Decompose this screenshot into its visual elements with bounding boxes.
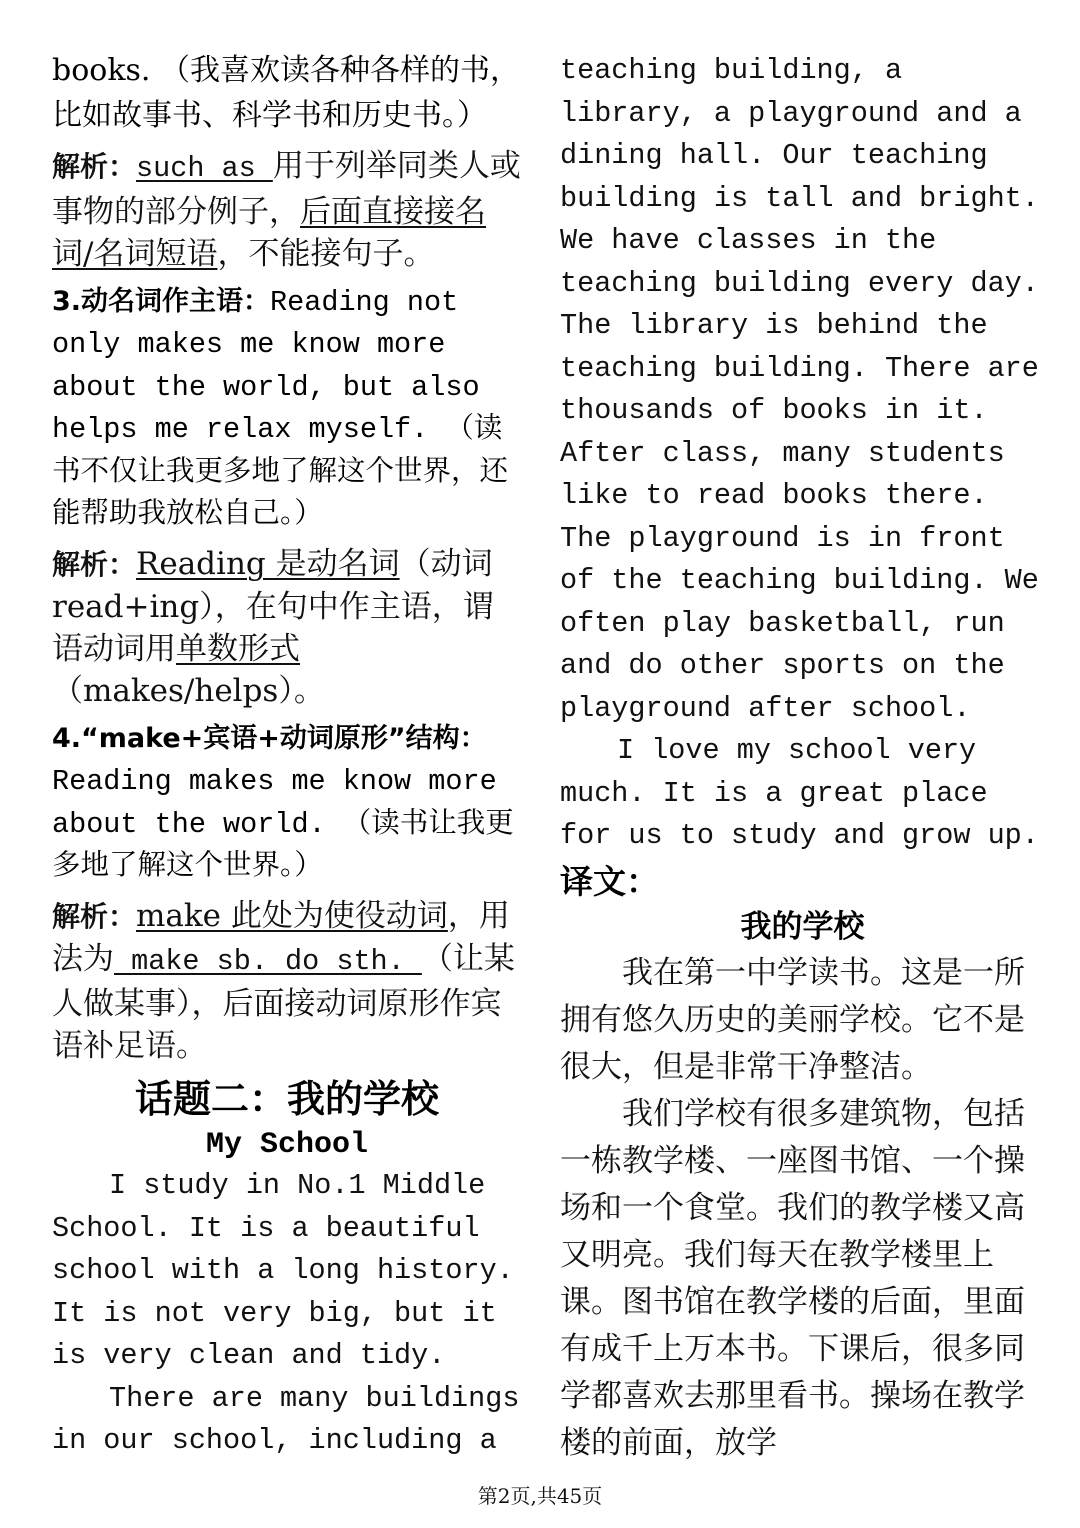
page-number: 第2页,共45页 <box>477 1484 603 1508</box>
underlined-phrase: such as <box>136 152 273 185</box>
essay-paragraph: I love my school very much. It is a great place for us to study and grow up. <box>560 734 1039 852</box>
sentence-translation: books. （我喜欢读各种各样的书，比如故事书、科学书和历史书。） <box>52 53 520 133</box>
underlined-phrase: make 此处为使役动词 <box>136 897 448 934</box>
underlined-phrase: make sb. do sth. <box>114 944 422 978</box>
essay-paragraph: I study in No.1 Middle School. It is a beautiful school with a long history. It is not very big, but it is very clean and tidy. <box>52 1169 514 1372</box>
analysis-2: 解析：such as 用于列举同类人或事物的部分例子，后面直接接名词/名词短语，不能接句子。 <box>52 148 521 272</box>
analysis-label: 解析： <box>52 150 137 183</box>
analysis-3: 解析：Reading 是动名词（动词read+ing），在句中作主语，谓语动词用单数形式（makes/helps）。 <box>52 545 494 709</box>
translation-title: 我的学校 <box>740 908 865 945</box>
analysis-label: 解析： <box>52 899 137 933</box>
translation-paragraph: 我在第一中学读书。这是一所拥有悠久历史的美丽学校。它不是很大，但是非常干净整洁。 <box>560 954 1025 1085</box>
essay-paragraph: There are many buildings in our school, including a <box>52 1381 520 1457</box>
essay-title: My School <box>205 1128 369 1162</box>
underlined-phrase: 后面直接接名词/名词短语 <box>52 193 486 272</box>
analysis-4: 解析：make 此处为使役动词，用法为 make sb. do sth. （让某人做某事），后面接动词原形作宾语补足语。 <box>52 897 515 1064</box>
essay-paragraph: teaching building, a library, a playground and a dining hall. Our teaching building is tall and bright. We have classes in the teaching building every day. The library is behind the teaching building. There are thousands of books in it. After class, many students like to read books there. The playground is in front of the teaching building. We often play basketball, run and do other sports on the playground after school. <box>560 54 1039 725</box>
translation-label: 译文： <box>560 861 659 901</box>
translation-paragraph: 我们学校有很多建筑物，包括一栋教学楼、一座图书馆、一个操场和一个食堂。我们的教学楼又高又明亮。我们每天在教学楼里上课。图书馆在教学楼的后面，里面有成千上万本书。下课后，很多同学都喜欢去那里看书。操场在教学楼的前面，放学 <box>560 1095 1025 1461</box>
grammar-point-heading: 3.动名词作主语： <box>52 285 271 317</box>
topic-title: 话题二：我的学校 <box>134 1077 439 1121</box>
left-column <box>52 50 522 1463</box>
underlined-phrase: 单数形式 <box>176 630 300 667</box>
underlined-phrase: Reading 是动名词 <box>136 545 400 582</box>
grammar-point-4: 4.“make+宾语+动词原形”结构：Reading makes me know more about the world. （读书让我更多地了解这个世界。） <box>52 722 514 883</box>
grammar-point-3: 3.动名词作主语：Reading not only makes me know more about the world, but also helps me relax myself. （读书不仅让我更多地了解这个世界，还能帮助我放松自己。） <box>52 285 509 531</box>
right-column <box>560 50 1045 1467</box>
analysis-label: 解析： <box>52 547 137 581</box>
grammar-point-heading: 4.“make+宾语+动词原形”结构： <box>52 722 487 754</box>
